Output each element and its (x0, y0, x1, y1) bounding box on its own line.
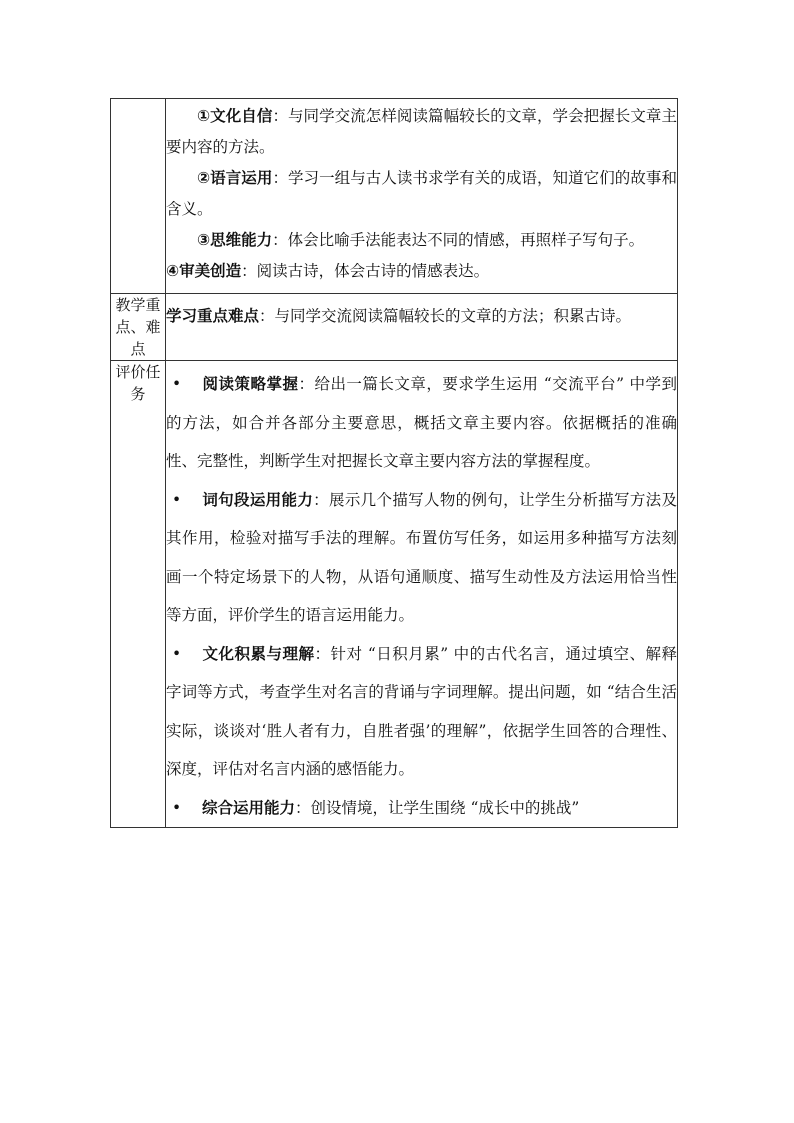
evaluation-item: • 文化积累与理解：针对 “日积月累” 中的古代名言，通过填空、解释字词等方式，考查学生对名言的背诵与字词理解。提出问题，如 “结合生活实际，谈谈对‘胜人者有力，自胜者强’的理解”，依据学生回答的合理性、深度，评估对名言内涵的感悟能力。 (166, 635, 677, 789)
key-points-cell: 学习重点难点：与同学交流阅读篇幅较长的文章的方法；积累古诗。 (166, 294, 678, 361)
evaluation-item: • 综合运用能力：创设情境，让学生围绕 “成长中的挑战” (166, 789, 677, 828)
key-points-row (111, 294, 678, 361)
lesson-plan-table (110, 98, 678, 828)
bullet-icon: • (172, 644, 182, 663)
key-points-label: 教学重点、难点 (111, 294, 166, 361)
objectives-row (111, 99, 678, 294)
bullet-icon: • (172, 375, 182, 393)
objective-item: ②语言运用：学习一组与古人读书求学有关的成语，知道它们的故事和含义。 (166, 169, 677, 218)
bullet-icon: • (172, 490, 182, 509)
objective-item: ①文化自信：与同学交流怎样阅读篇幅较长的文章，学会把握长文章主要内容的方法。 (166, 107, 677, 156)
evaluation-label: 评价任务 (111, 361, 166, 828)
objective-item: ③思维能力：体会比喻手法能表达不同的情感，再照样子写句子。 (197, 231, 645, 249)
evaluation-item: • 阅读策略掌握：给出一篇长文章，要求学生运用 “交流平台” 中学到的方法，如合并各部分主要意思，概括文章主要内容。依据概括的准确性、完整性，判断学生对把握长文章主要内容方法的掌握程度。 (166, 365, 677, 481)
bullet-icon: • (172, 798, 182, 817)
objectives-cell (166, 99, 678, 294)
objectives-label-cell (111, 99, 166, 294)
evaluation-cell (166, 361, 678, 828)
evaluation-row (111, 361, 678, 828)
evaluation-item: • 词句段运用能力：展示几个描写人物的例句，让学生分析描写方法及其作用，检验对描写手法的理解。布置仿写任务，如运用多种描写方法刻画一个特定场景下的人物，从语句通顺度、描写生动性及方法运用恰当性等方面，评价学生的语言运用能力。 (166, 481, 677, 635)
objective-item: ④审美创造：阅读古诗，体会古诗的情感表达。 (166, 262, 490, 280)
